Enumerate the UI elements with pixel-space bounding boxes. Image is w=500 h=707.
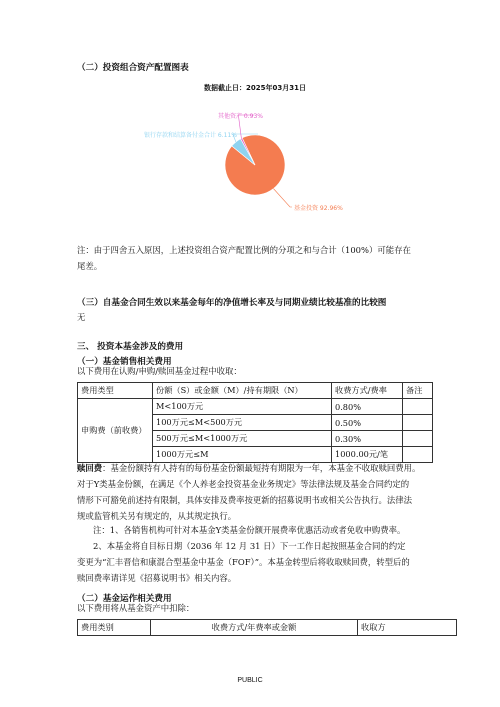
note-line-2: 尾差。	[77, 261, 103, 271]
table-header: 收费方式/年费率或金额	[151, 620, 358, 636]
table-header: 收费方式/费率	[332, 383, 403, 399]
range-cell: M<100万元	[153, 399, 332, 415]
pie-label-2: 其他资产 0.93%	[218, 113, 263, 120]
range-cell: 100万元≤M<500万元	[153, 415, 332, 431]
fee-note-line-2: 2、本基金将自目标日期（2036 年 12 月 31 日）下一工作日起按照基金合同的约定	[93, 541, 406, 551]
redemption-line-1: ：基金份额持有人持有的每份基金份额最短持有期限为一年，本基金不收取赎回费用。	[102, 463, 421, 473]
remark-cell	[403, 399, 433, 415]
asset-allocation-pie-chart	[140, 80, 370, 220]
remark-cell	[403, 415, 433, 431]
table-header-row	[78, 620, 457, 636]
subheading-operation-fees: （二）基金运作相关费用	[77, 594, 172, 604]
pie-leader-line-0	[273, 189, 292, 207]
fee-notes	[77, 522, 452, 586]
operation-fees-intro: 以下费用将从基金资产中扣除：	[77, 603, 195, 613]
fee-type-cell: 申购费（前收费）	[78, 399, 153, 463]
redemption-line-2: 对于Y类基金份额，在满足《个人养老金投资基金业务规定》等法律法规及基金合同约定的	[77, 479, 410, 489]
footer-classification: PUBLIC	[237, 677, 263, 684]
rate-cell: 0.80%	[332, 399, 403, 415]
remark-cell	[403, 431, 433, 447]
pie-svg	[140, 80, 370, 220]
nav-growth-body: 无	[77, 312, 86, 322]
table-header: 备注	[403, 383, 433, 399]
rate-cell: 0.30%	[332, 431, 403, 447]
redemption-line-4: 规或监管机关另有规定的，从其规定执行。	[77, 511, 237, 521]
table-header: 份额（S）或金额（M）/持有期限（N）	[153, 383, 332, 399]
chart-date: 数据截止日：2025年03月31日	[204, 84, 306, 92]
rate-cell: 1000.00元/笔	[332, 447, 403, 463]
range-cell: 1000万元≤M	[153, 447, 332, 463]
redemption-fee-label: 赎回费	[77, 463, 103, 473]
table-header: 费用类型	[78, 383, 153, 399]
pie-label-0: 基金投资 92.96%	[294, 205, 343, 212]
table-header: 费用类别	[78, 620, 151, 636]
section-heading-asset-allocation: （二）投资组合资产配置图表	[77, 63, 189, 73]
redemption-fee-paragraph	[77, 460, 447, 524]
table-header-row	[78, 383, 433, 399]
fee-note-line-1: 注：1、各销售机构可针对本基金Y类基金份额开展费率优惠活动或者免收申购费率。	[93, 525, 406, 535]
sales-fees-intro: 以下费用在认购/申购/赎回基金过程中收取：	[77, 366, 242, 376]
range-cell: 500万元≤M<1000万元	[153, 431, 332, 447]
note-line-1: 注：由于四舍五入原因，上述投资组合资产配置比例的分项之和与合计（100%）可能存在	[77, 245, 411, 255]
fee-note-line-4: 赎回费率请详见《招募说明书》相关内容。	[77, 573, 237, 583]
subheading-sales-fees: （一）基金销售相关费用	[77, 357, 172, 367]
table-row	[78, 399, 433, 415]
fee-note-line-3: 变更为“汇丰晋信和康混合型基金中基金（FOF）”。本基金转型后将收取赎回费，转型后的	[77, 557, 410, 567]
redemption-line-3: 情形下可豁免前述持有限制，具体安排及费率按更新的招募说明书或相关公告执行。法律法	[77, 495, 412, 505]
rate-cell: 0.50%	[332, 415, 403, 431]
allocation-note	[77, 242, 447, 274]
pie-label-1: 银行存款和结算备付金合计 6.11%	[144, 132, 237, 139]
subscription-fee-table	[77, 382, 433, 463]
section-heading-nav-growth: （三）自基金合同生效以来基金每年的净值增长率及与同期业绩比较基准的比较图	[77, 298, 387, 308]
part-heading-fees: 三、 投资本基金涉及的费用	[77, 342, 184, 352]
operation-fee-table	[77, 619, 457, 636]
table-header: 收取方	[358, 620, 457, 636]
